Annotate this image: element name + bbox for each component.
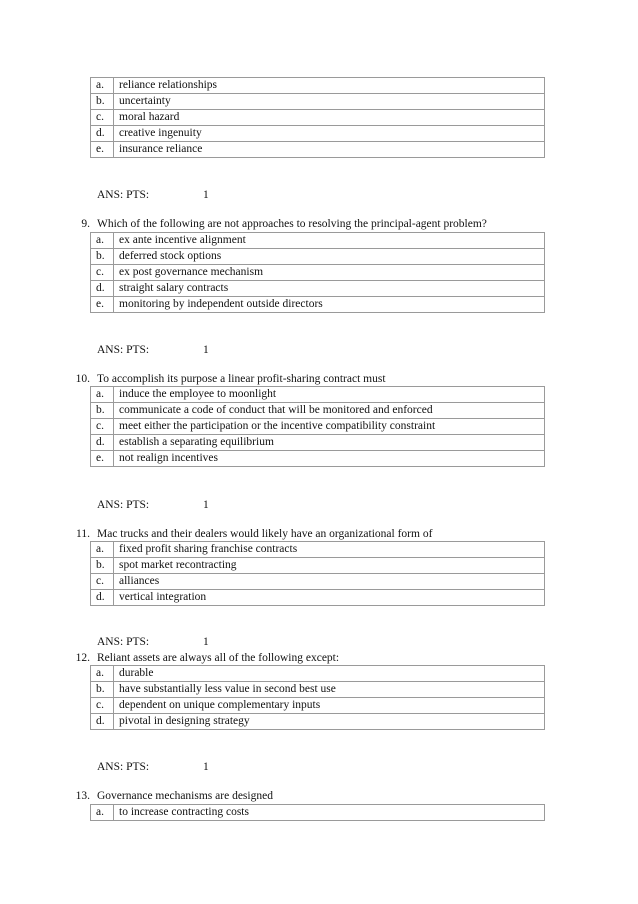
option-text: communicate a code of conduct that will be monitored and enforced [114, 403, 545, 419]
options-table [90, 804, 545, 821]
option-letter: a. [91, 805, 114, 821]
question-number: 12. [75, 652, 90, 664]
points-value: 1 [203, 761, 209, 773]
option-letter: c. [91, 574, 114, 590]
option-row[interactable] [91, 126, 545, 142]
question-text: Governance mechanisms are designed [97, 790, 273, 802]
option-letter: c. [91, 419, 114, 435]
option-text: reliance relationships [114, 78, 545, 94]
option-letter: a. [91, 387, 114, 403]
option-text: insurance reliance [114, 142, 545, 158]
answer-label: ANS: PTS: [97, 499, 150, 511]
question-text: Reliant assets are always all of the following except: [97, 652, 340, 664]
option-letter: b. [91, 682, 114, 698]
option-row[interactable] [91, 435, 545, 451]
option-text: not realign incentives [114, 451, 545, 467]
question-line [0, 788, 638, 804]
options-table [90, 77, 545, 158]
option-text: durable [114, 666, 545, 682]
option-text: ex post governance mechanism [114, 265, 545, 281]
option-row[interactable] [91, 558, 545, 574]
option-letter: e. [91, 451, 114, 467]
option-text: to increase contracting costs [114, 805, 545, 821]
option-row[interactable] [91, 233, 545, 249]
question-text: Mac trucks and their dealers would likely have an organizational form of [97, 528, 433, 540]
option-text: ex ante incentive alignment [114, 233, 545, 249]
options-table [90, 541, 545, 606]
option-text: dependent on unique complementary inputs [114, 698, 545, 714]
option-text: creative ingenuity [114, 126, 545, 142]
points-value: 1 [203, 636, 209, 648]
option-letter: d. [91, 126, 114, 142]
option-letter: e. [91, 297, 114, 313]
option-letter: d. [91, 281, 114, 297]
option-letter: c. [91, 265, 114, 281]
option-row[interactable] [91, 590, 545, 606]
question-number: 9. [81, 218, 90, 230]
option-letter: d. [91, 435, 114, 451]
option-letter: d. [91, 590, 114, 606]
options-table [90, 232, 545, 313]
question-line [0, 650, 638, 666]
option-text: moral hazard [114, 110, 545, 126]
answer-label: ANS: PTS: [97, 636, 150, 648]
option-row[interactable] [91, 666, 545, 682]
option-row[interactable] [91, 574, 545, 590]
option-text: fixed profit sharing franchise contracts [114, 542, 545, 558]
question-line [0, 526, 638, 542]
option-text: meet either the participation or the incentive compatibility constraint [114, 419, 545, 435]
option-text: uncertainty [114, 94, 545, 110]
answer-label: ANS: PTS: [97, 761, 150, 773]
option-row[interactable] [91, 542, 545, 558]
option-row[interactable] [91, 265, 545, 281]
option-letter: d. [91, 714, 114, 730]
option-row[interactable] [91, 249, 545, 265]
question-number: 11. [76, 528, 90, 540]
option-row[interactable] [91, 451, 545, 467]
question-line [0, 216, 638, 232]
option-row[interactable] [91, 698, 545, 714]
options-table [90, 386, 545, 467]
option-row[interactable] [91, 94, 545, 110]
option-letter: a. [91, 233, 114, 249]
option-text: establish a separating equilibrium [114, 435, 545, 451]
points-value: 1 [203, 344, 209, 356]
option-row[interactable] [91, 297, 545, 313]
option-text: monitoring by independent outside directors [114, 297, 545, 313]
option-row[interactable] [91, 403, 545, 419]
option-letter: b. [91, 94, 114, 110]
option-text: have substantially less value in second best use [114, 682, 545, 698]
points-value: 1 [203, 189, 209, 201]
option-letter: c. [91, 698, 114, 714]
option-row[interactable] [91, 142, 545, 158]
option-text: pivotal in designing strategy [114, 714, 545, 730]
option-row[interactable] [91, 419, 545, 435]
option-letter: b. [91, 403, 114, 419]
option-row[interactable] [91, 387, 545, 403]
option-text: alliances [114, 574, 545, 590]
option-row[interactable] [91, 805, 545, 821]
option-row[interactable] [91, 714, 545, 730]
option-letter: a. [91, 666, 114, 682]
question-line [0, 371, 638, 387]
option-text: deferred stock options [114, 249, 545, 265]
option-text: induce the employee to moonlight [114, 387, 545, 403]
question-text: To accomplish its purpose a linear profit-sharing contract must [97, 373, 386, 385]
answer-label: ANS: PTS: [97, 344, 150, 356]
option-letter: c. [91, 110, 114, 126]
option-text: spot market recontracting [114, 558, 545, 574]
answer-label: ANS: PTS: [97, 189, 150, 201]
option-text: vertical integration [114, 590, 545, 606]
option-row[interactable] [91, 281, 545, 297]
option-row[interactable] [91, 78, 545, 94]
question-text: Which of the following are not approaches to resolving the principal-agent problem? [97, 218, 487, 230]
option-row[interactable] [91, 682, 545, 698]
question-number: 10. [75, 373, 90, 385]
option-text: straight salary contracts [114, 281, 545, 297]
question-number: 13. [75, 790, 90, 802]
options-table [90, 665, 545, 730]
option-letter: a. [91, 78, 114, 94]
option-letter: b. [91, 249, 114, 265]
option-row[interactable] [91, 110, 545, 126]
points-value: 1 [203, 499, 209, 511]
option-letter: b. [91, 558, 114, 574]
option-letter: e. [91, 142, 114, 158]
option-letter: a. [91, 542, 114, 558]
